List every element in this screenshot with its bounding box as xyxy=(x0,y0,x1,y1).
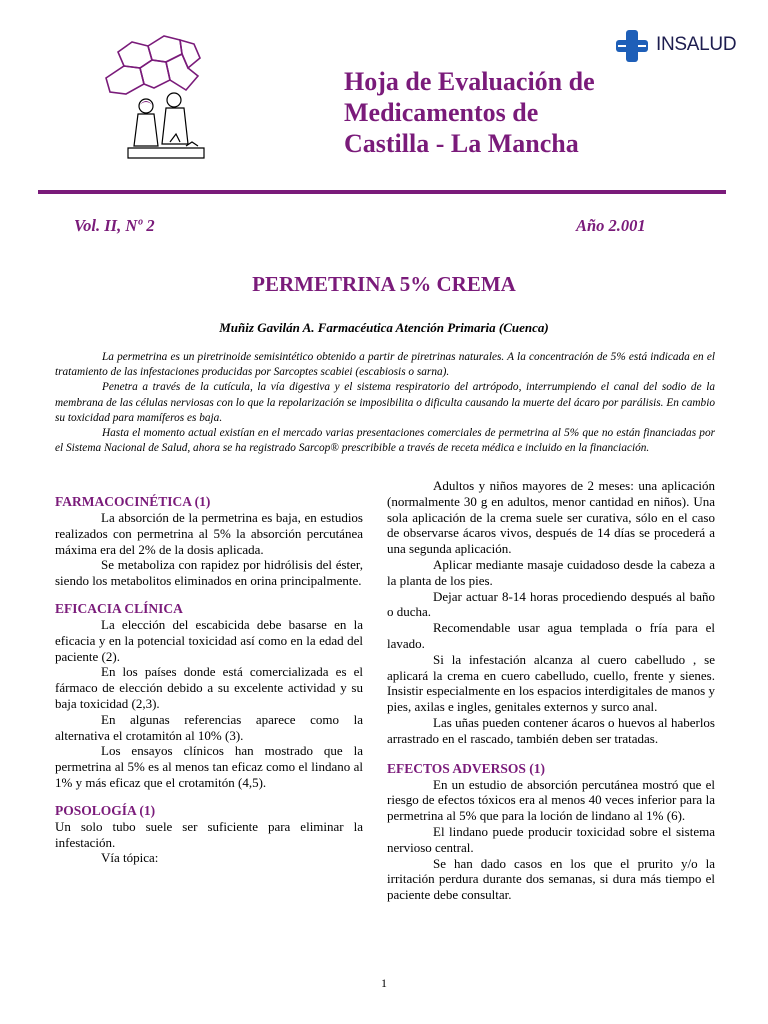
abstract-paragraph: Penetra a través de la cutícula, la vía digestiva y el sistema respiratorio del artrópodo, interrumpiendo el canal del sodio de la membrana de las células nerviosas con lo que la repolarización se imposibilita o dificulta causando la muerte del ácaro por parálisis. En cambio su toxicidad para mamíferos es baja. xyxy=(55,381,715,424)
article-author: Muñiz Gavilán A. Farmacéutica Atención Primaria (Cuenca) xyxy=(219,320,549,335)
section-heading-farmacocinetica: FARMACOCINÉTICA (1) xyxy=(55,494,211,509)
section-heading-eficacia: EFICACIA CLÍNICA xyxy=(55,600,183,616)
paragraph: Dejar actuar 8-14 horas procediendo después al baño o ducha. xyxy=(387,588,715,620)
insalud-cross-icon xyxy=(612,28,652,64)
right-column xyxy=(387,478,715,903)
year-label: Año 2.001 xyxy=(576,216,646,235)
region-map-icon xyxy=(106,36,200,94)
title-line-2: Medicamentos de xyxy=(344,98,539,127)
paragraph: Las uñas pueden contener ácaros o huevos al haberlos arrastrado en el rascado, también deben ser tratadas. xyxy=(387,714,715,746)
page-number: 1 xyxy=(381,976,387,990)
paragraph: Aplicar mediante masaje cuidadoso desde la cabeza a la planta de los pies. xyxy=(387,556,715,588)
paragraph: Se han dado casos en los que el prurito y/o la irritación perdura durante dos semanas, si dura más tiempo el paciente debe consultar. xyxy=(387,855,715,903)
paragraph: Si la infestación alcanza al cuero cabelludo , se aplicará la crema en cuero cabelludo, cuello, frente y sienes. Insistir especialmente en los espacios interdigitales de manos y pies, axilas e ingles, genitales externos y surco anal. xyxy=(387,651,715,715)
paragraph: Se metaboliza con rapidez por hidrólisis del éster, siendo los metabolitos eliminados en orina principalmente. xyxy=(55,557,363,589)
section-heading-posologia: POSOLOGÍA (1) xyxy=(55,802,156,818)
abstract-paragraph: La permetrina es un piretrinoide semisintético obtenido a partir de piretrinas naturales. A la concentración de 5% está indicada en el tratamiento de las infestaciones producidas por Sarcoptes scabiei (escabiosis o sarna). xyxy=(55,351,715,379)
paragraph: Vía tópica: xyxy=(101,850,159,866)
paragraph: La elección del escabicida debe basarse en la eficacia y en la potencial toxicidad así como en la edad del paciente (2). xyxy=(55,616,363,664)
paragraph: En algunas referencias aparece como la alternativa el crotamitón al 10% (3). xyxy=(55,711,363,743)
insalud-brand-text: INSALUD xyxy=(656,34,737,55)
header-illustration xyxy=(100,22,210,170)
abstract xyxy=(55,350,715,456)
paragraph: Adultos y niños mayores de 2 meses: una aplicación (normalmente 30 g en adultos, menor cantidad en niños). Una sola aplicación de la crema suele ser curativa, sólo en el caso de observarse ácaros vivos, después de 14 días se procederá a una segunda aplicación. xyxy=(387,478,715,557)
paragraph: Recomendable usar agua templada o fría para el lavado. xyxy=(387,620,715,651)
title-line-1: Hoja de Evaluación de xyxy=(344,67,595,96)
pharmacists-icon xyxy=(128,93,204,158)
abstract-paragraph: Hasta el momento actual existían en el mercado varias presentaciones comerciales de permetrina al 5% que no están financiadas por el Sistema Nacional de Salud, ahora se ha registrado Sarcop® prescribible a través de receta médica e incluido en la financiación. xyxy=(55,427,715,455)
paragraph: En los países donde está comercializada es el fármaco de elección debido a su excelente actividad y su baja toxicidad (2,3). xyxy=(55,664,363,711)
section-heading-efectos: EFECTOS ADVERSOS (1) xyxy=(387,760,546,776)
left-column xyxy=(55,478,363,866)
header-divider xyxy=(38,190,726,194)
paragraph: Los ensayos clínicos han mostrado que la permetrina al 5% es al menos tan eficaz como el lindano al 1% y más eficaz que el crotamitón (4,5). xyxy=(55,743,363,790)
title-line-3: Castilla - La Mancha xyxy=(344,129,579,158)
volume-label: Vol. II, Nº 2 xyxy=(74,216,155,235)
paragraph: El lindano puede producir toxicidad sobre el sistema nervioso central. xyxy=(387,823,715,855)
page-title xyxy=(344,66,744,159)
paragraph: La absorción de la permetrina es baja, en estudios realizados con permetrina al 5% la absorción percutánea máxima era del 2% de la dosis aplicada. xyxy=(55,510,363,557)
insalud-logo xyxy=(612,28,742,64)
paragraph: En un estudio de absorción percutánea mostró que el riesgo de efectos tóxicos era al menos 40 veces inferior para la permetrina al 5% que para la loción de lindano al 1% (6). xyxy=(387,776,715,824)
paragraph: Un solo tubo suele ser suficiente para eliminar la infestación. xyxy=(55,818,363,850)
article-title: PERMETRINA 5% CREMA xyxy=(252,272,516,296)
